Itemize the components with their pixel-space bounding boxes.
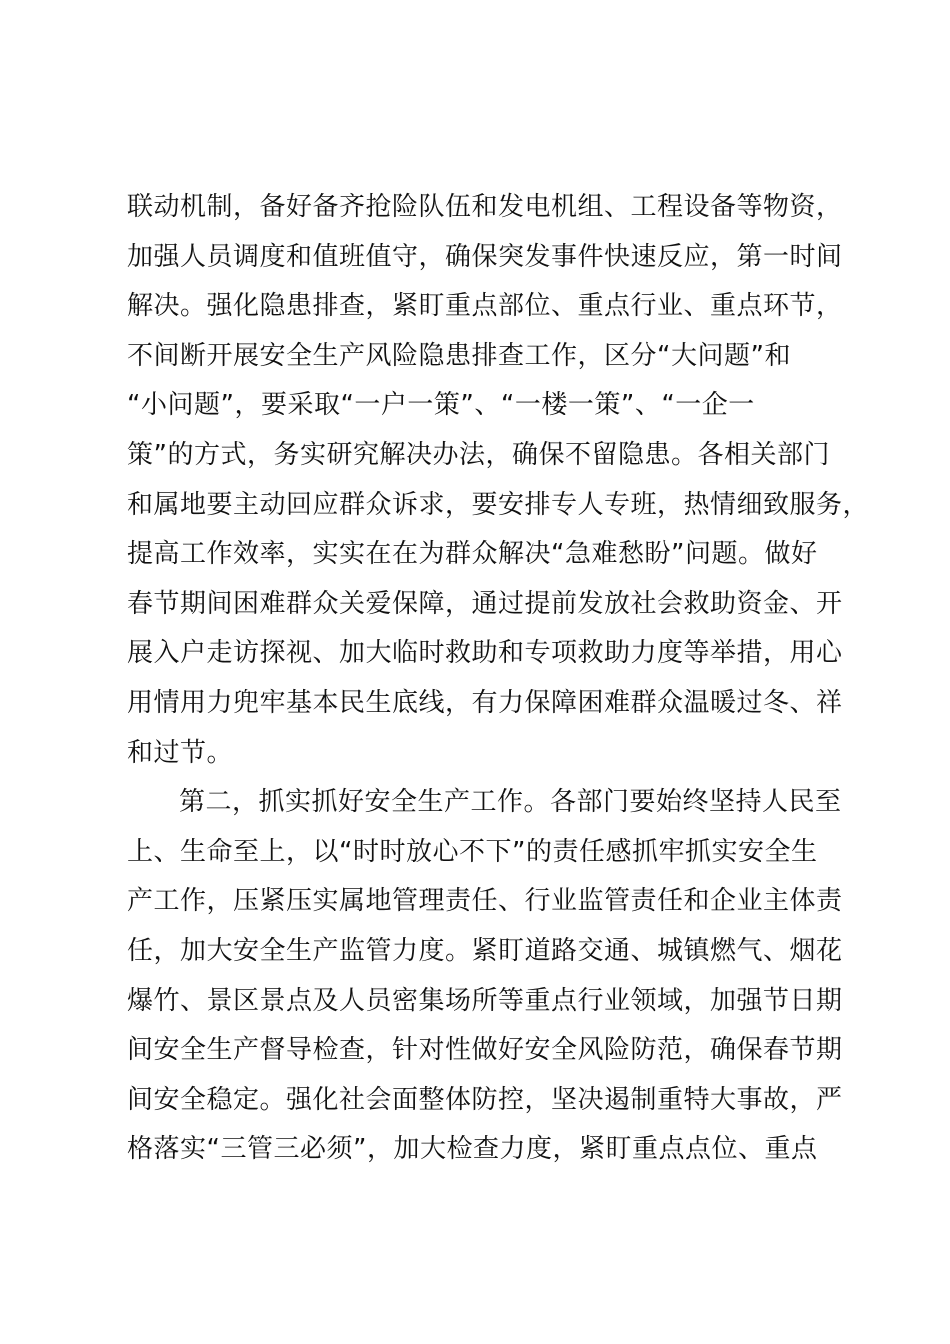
text-line: 间安全生产督导检查，针对性做好安全风险防范，确保春节期 [127, 1035, 843, 1066]
text-line: 提高工作效率，实实在在为群众解决“急难愁盼”问题。做好 [127, 539, 818, 570]
text-line: 用情用力兜牢基本民生底线，有力保障困难群众温暖过冬、祥 [127, 687, 843, 718]
text-line: 爆竹、景区景点及人员密集场所等重点行业领域，加强节日期 [127, 985, 843, 1016]
text-line: 和属地要主动回应群众诉求，要安排专人专班，热情细致服务， [127, 489, 870, 520]
text-line: 格落实“三管三必须”，加大检查力度，紧盯重点点位、重点 [127, 1134, 818, 1165]
text-line: 间安全稳定。强化社会面整体防控，坚决遏制重特大事故，严 [127, 1084, 843, 1115]
text-line: 策”的方式，务实研究解决办法，确保不留隐患。各相关部门 [127, 439, 830, 470]
text-line: 不间断开展安全生产风险隐患排查工作，区分“大问题”和 [127, 340, 791, 371]
body-text [127, 183, 870, 1175]
text-line: 任，加大安全生产监管力度。紧盯道路交通、城镇燃气、烟花 [127, 935, 843, 966]
text-line: 春节期间困难群众关爱保障，通过提前发放社会救助资金、开 [127, 588, 843, 619]
paragraph-start-line: 第二，抓实抓好安全生产工作。各部门要始终坚持人民至 [179, 787, 842, 818]
text-line: 加强人员调度和值班值守，确保突发事件快速反应，第一时间 [127, 241, 843, 272]
text-line: 上、生命至上，以“时时放心不下”的责任感抓牢抓实安全生 [127, 836, 818, 867]
text-line: 展入户走访探视、加大临时救助和专项救助力度等举措，用心 [127, 638, 843, 669]
text-line: 联动机制，备好备齐抢险队伍和发电机组、工程设备等物资， [127, 192, 843, 222]
text-line: 解决。强化隐患排查，紧盯重点部位、重点行业、重点环节， [127, 291, 843, 322]
text-line: 产工作，压紧压实属地管理责任、行业监管责任和企业主体责 [127, 886, 843, 917]
text-line: “小问题”，要采取“一户一策”、“一楼一策”、“一企一 [127, 390, 755, 421]
text-line: 和过节。 [127, 737, 234, 768]
